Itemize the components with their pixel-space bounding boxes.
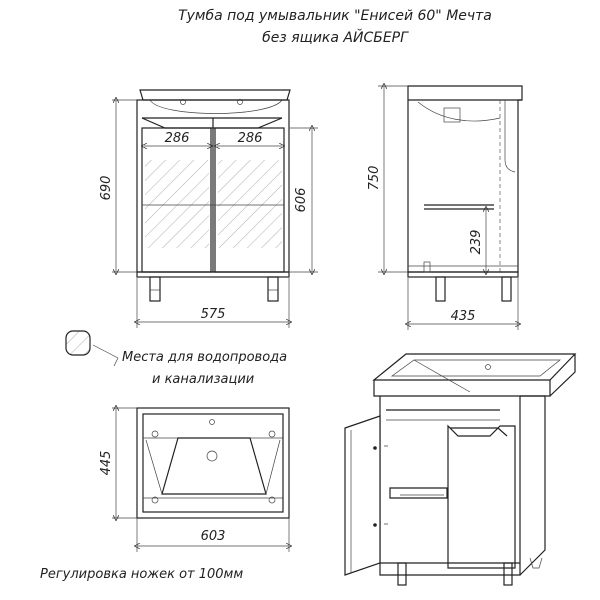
perspective-view xyxy=(345,354,575,585)
dim-front-width: 575 xyxy=(200,307,226,322)
dim-top-width: 603 xyxy=(200,529,226,544)
dim-side-height: 750 xyxy=(367,165,382,191)
dim-front-door-right: 286 xyxy=(237,131,263,146)
side-view xyxy=(367,86,522,330)
title-line-2: без ящика АЙСБЕРГ xyxy=(262,30,408,46)
top-view xyxy=(99,408,289,552)
front-view xyxy=(99,90,318,328)
legend-line-2: и канализации xyxy=(152,372,255,387)
dim-front-door-left: 286 xyxy=(164,131,190,146)
dim-side-depth: 435 xyxy=(450,309,476,324)
dim-front-door-height: 606 xyxy=(294,187,309,213)
dim-front-height: 690 xyxy=(99,175,114,201)
legend xyxy=(66,331,287,387)
title-line-1: Тумба под умывальник "Енисей 60" Мечта xyxy=(178,8,492,24)
legend-line-1: Места для водопровода xyxy=(122,350,288,365)
footer-note: Регулировка ножек от 100мм xyxy=(40,567,244,582)
dim-side-shelf-height: 239 xyxy=(469,229,484,255)
dim-top-depth: 445 xyxy=(99,450,114,476)
